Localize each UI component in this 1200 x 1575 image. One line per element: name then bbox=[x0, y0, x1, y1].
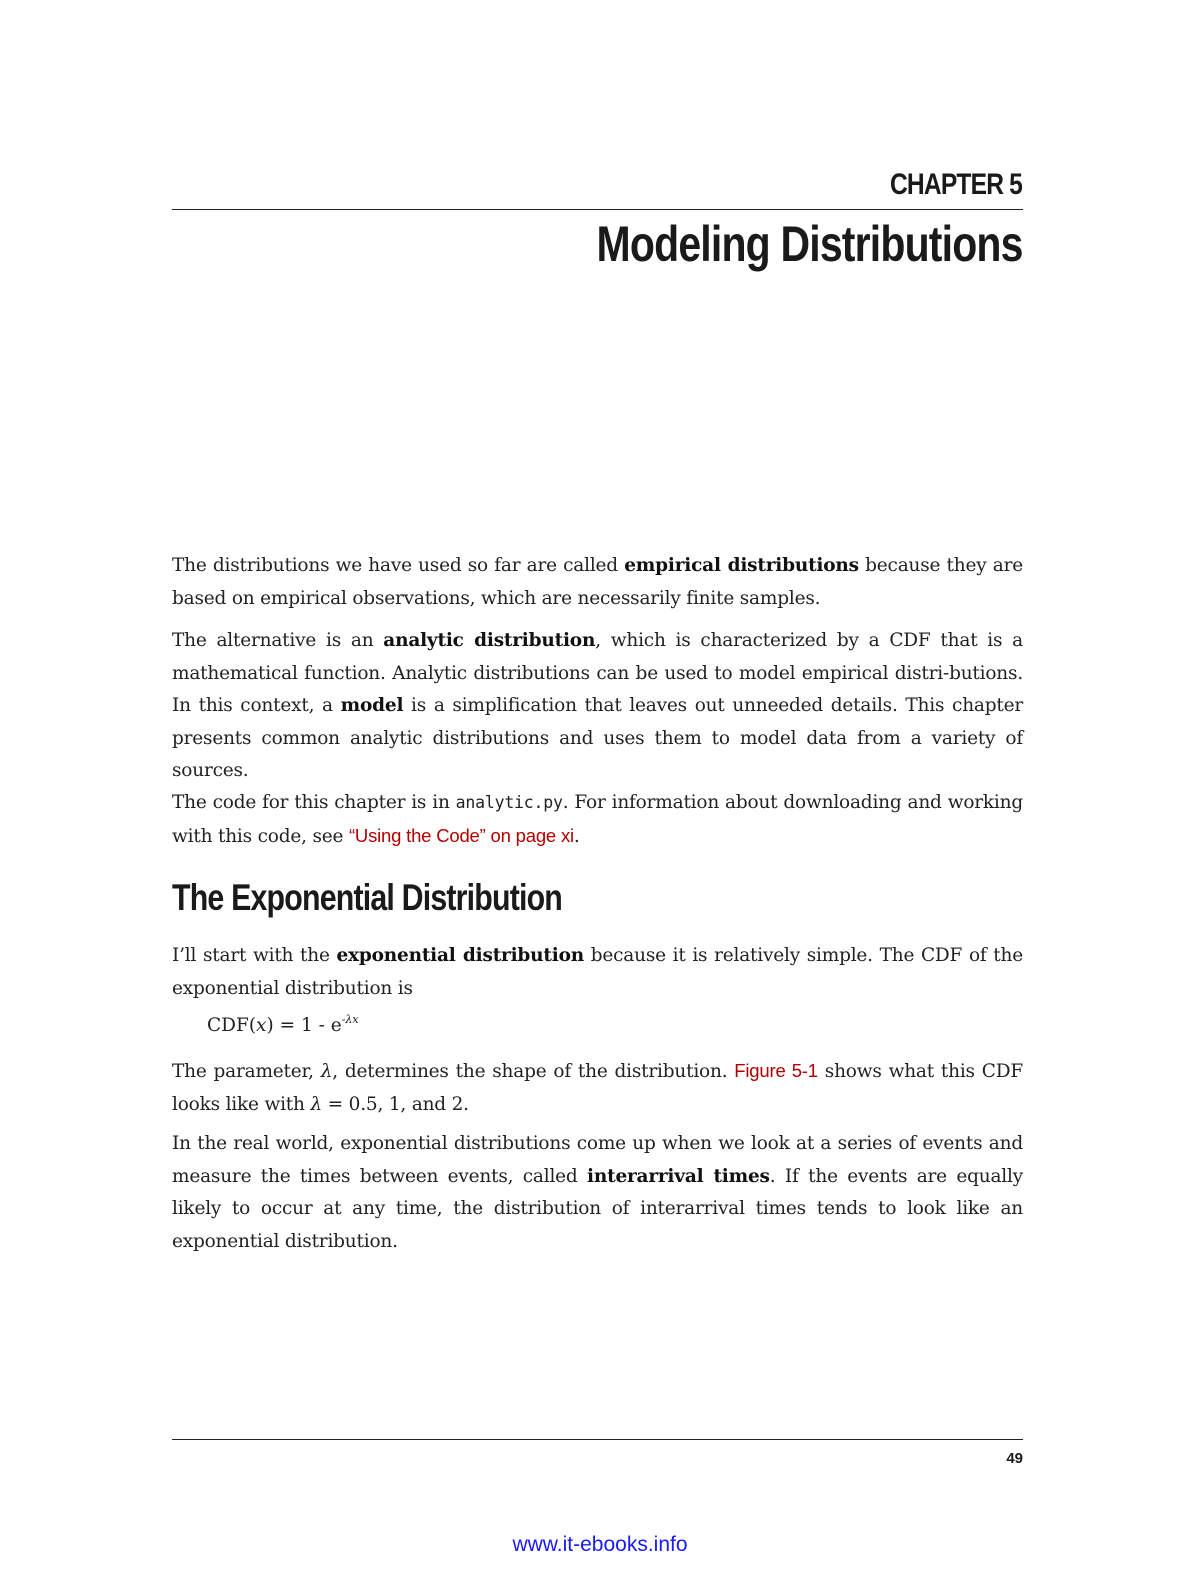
page-number: 49 bbox=[1006, 1450, 1023, 1467]
lambda-symbol: λ bbox=[320, 1061, 333, 1082]
using-the-code-link[interactable]: “Using the Code” on page xi bbox=[348, 824, 574, 846]
term-interarrival-times: interarrival times bbox=[587, 1165, 770, 1187]
figure-link[interactable]: Figure 5-1 bbox=[734, 1060, 818, 1081]
text: The distributions we have used so far are called bbox=[172, 555, 625, 576]
text: In the real world, exponential distributions come up when we look at a series of events and measure the times between events, called bbox=[172, 1133, 1023, 1187]
text: is a simplification that leaves out unneeded details. This chapter presents common analytic distributions and uses them to model data from a variety of sources. bbox=[172, 695, 1024, 781]
chapter-label: CHAPTER 5 bbox=[889, 168, 1022, 201]
paragraph-exponential-intro bbox=[172, 940, 1023, 1005]
term-empirical-distributions: empirical distributions bbox=[624, 555, 859, 576]
watermark-link[interactable]: www.it-ebooks.info bbox=[512, 1533, 688, 1556]
paragraph-parameter bbox=[172, 1055, 1023, 1121]
term-analytic-distribution: analytic distribution bbox=[383, 630, 596, 651]
text: I’ll start with the bbox=[172, 945, 337, 966]
text: , which is characterized by a CDF that is a mathematical function. Analytic distributions can be used to model empirical distri-butions. In this context, a bbox=[172, 630, 1024, 716]
text: because it is relatively simple. The CDF of the exponential distribution is bbox=[172, 945, 1023, 999]
text: shows what this CDF looks like with bbox=[172, 1061, 1023, 1115]
text: . If the events are equally likely to occur at any time, the distribution of interarrival times tends to look like an exponential distribution. bbox=[172, 1165, 1023, 1252]
paragraph-analytic bbox=[172, 625, 1023, 788]
text: The alternative is an bbox=[172, 630, 384, 651]
term-model: model bbox=[340, 695, 404, 716]
lambda-symbol: λ bbox=[310, 1093, 322, 1115]
chapter-title: Modeling Distributions bbox=[596, 216, 1023, 272]
equation-variable: x bbox=[256, 1015, 267, 1036]
equation-exponent: -λx bbox=[341, 1013, 359, 1026]
text: . bbox=[573, 825, 580, 847]
paragraph-empirical bbox=[172, 550, 1023, 615]
term-exponential-distribution: exponential distribution bbox=[336, 945, 584, 966]
equation-rhs: ) = 1 - e bbox=[266, 1015, 342, 1036]
footer-rule bbox=[172, 1439, 1023, 1440]
section-heading: The Exponential Distribution bbox=[172, 877, 563, 918]
text: , determines the shape of the distribution. bbox=[332, 1061, 735, 1082]
equation-lhs: CDF( bbox=[207, 1015, 257, 1036]
text: = 0.5, 1, and 2. bbox=[321, 1093, 469, 1115]
paragraph-real-world bbox=[172, 1128, 1023, 1258]
chapter-rule bbox=[172, 209, 1023, 210]
text: because they are based on empirical observations, which are necessarily finite samples. bbox=[172, 555, 1023, 609]
text: . For information about downloading and working with this code, see bbox=[172, 792, 1023, 847]
paragraph-code bbox=[172, 787, 1023, 853]
text: The parameter, bbox=[172, 1061, 321, 1082]
text: The code for this chapter is in bbox=[172, 792, 456, 813]
code-filename: analytic.py bbox=[455, 793, 563, 812]
cdf-equation bbox=[207, 1013, 359, 1036]
